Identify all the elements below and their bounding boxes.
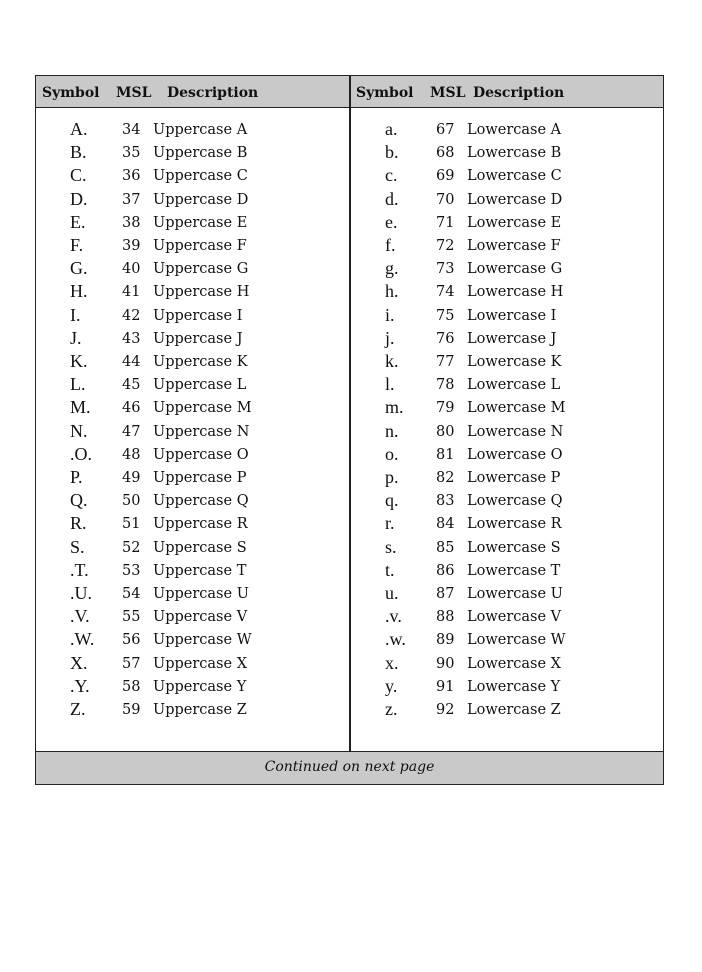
table-row — [351, 583, 664, 606]
table-row — [36, 142, 349, 165]
symbol-cell: .O. — [70, 443, 92, 464]
msl-cell: 43 — [122, 330, 141, 347]
symbol-cell: M. — [70, 397, 91, 418]
symbol-cell: g. — [385, 258, 399, 279]
msl-cell: 67 — [436, 122, 455, 138]
symbol-cell: C. — [70, 165, 87, 186]
table-row — [36, 513, 349, 536]
table-row — [36, 583, 349, 606]
msl-cell: 86 — [436, 562, 455, 579]
msl-cell: 80 — [436, 423, 455, 440]
symbol-cell: e. — [385, 211, 398, 232]
msl-cell: 71 — [436, 214, 455, 231]
table-row — [351, 629, 664, 652]
table-row — [351, 537, 664, 560]
msl-cell: 40 — [122, 261, 141, 278]
description-cell: Uppercase A — [153, 122, 248, 138]
msl-cell: 81 — [436, 446, 455, 463]
table-row — [36, 258, 349, 281]
description-cell: Lowercase X — [467, 655, 562, 672]
msl-cell: 75 — [436, 307, 455, 324]
header-msl-left: MSL — [116, 85, 152, 101]
description-cell: Lowercase C — [467, 168, 562, 185]
symbol-cell: .w. — [385, 629, 406, 650]
symbol-cell: s. — [385, 536, 397, 557]
msl-cell: 34 — [122, 122, 141, 138]
msl-cell: 44 — [122, 354, 141, 370]
header-symbol-right: Symbol — [356, 85, 414, 101]
msl-cell: 78 — [436, 377, 455, 394]
table-row — [351, 374, 664, 397]
description-cell: Uppercase S — [153, 539, 247, 556]
table-row — [36, 189, 349, 212]
symbol-cell: n. — [385, 420, 399, 441]
table-row — [351, 258, 664, 281]
table-row — [351, 513, 664, 536]
msl-cell: 74 — [436, 284, 455, 301]
description-cell: Lowercase T — [467, 562, 561, 579]
symbol-cell: r. — [385, 513, 395, 534]
description-cell: Lowercase D — [467, 191, 563, 208]
symbol-cell: q. — [385, 490, 399, 511]
msl-cell: 36 — [122, 168, 141, 185]
table-row — [351, 165, 664, 188]
description-cell: Lowercase B — [467, 145, 562, 162]
symbol-cell: .T. — [70, 559, 89, 580]
description-cell: Lowercase J — [467, 330, 557, 347]
symbol-cell: E. — [70, 211, 86, 232]
msl-cell: 41 — [122, 284, 141, 301]
description-cell: Lowercase W — [467, 632, 566, 649]
symbol-cell: f. — [385, 235, 396, 255]
msl-cell: 56 — [122, 632, 141, 649]
msl-cell: 57 — [122, 655, 141, 672]
msl-cell: 82 — [436, 470, 455, 486]
table-row — [351, 119, 664, 142]
table-row — [351, 305, 664, 328]
description-cell: Lowercase E — [467, 214, 562, 231]
description-cell: Uppercase Y — [153, 678, 247, 695]
symbol-cell: J. — [70, 327, 82, 348]
description-cell: Lowercase Q — [467, 493, 563, 510]
msl-cell: 37 — [122, 191, 141, 208]
table-row — [36, 212, 349, 235]
table-row — [351, 328, 664, 351]
symbol-cell: o. — [385, 443, 399, 464]
header-description-left: Description — [167, 85, 259, 101]
description-cell: Uppercase O — [153, 446, 249, 463]
msl-cell: 54 — [122, 586, 141, 602]
symbol-cell: R. — [70, 513, 87, 534]
msl-cell: 59 — [122, 702, 141, 718]
msl-cell: 49 — [122, 470, 141, 486]
symbol-cell: L. — [70, 374, 86, 395]
table-row — [351, 676, 664, 699]
description-cell: Uppercase T — [153, 562, 247, 579]
description-cell: Uppercase J — [153, 330, 243, 347]
table-row — [351, 142, 664, 165]
description-cell: Uppercase B — [153, 145, 248, 162]
msl-cell: 42 — [122, 307, 141, 324]
table-row — [351, 560, 664, 583]
description-cell: Uppercase W — [153, 632, 252, 649]
description-cell: Uppercase N — [153, 423, 250, 440]
description-cell: Lowercase Y — [467, 678, 561, 695]
msl-cell: 84 — [436, 516, 455, 533]
symbol-cell: i. — [385, 304, 395, 325]
msl-cell: 76 — [436, 330, 455, 347]
description-cell: Uppercase X — [153, 655, 248, 672]
description-cell: Lowercase R — [467, 516, 562, 533]
symbol-cell: S. — [70, 536, 85, 557]
msl-cell: 45 — [122, 377, 141, 394]
description-cell: Lowercase F — [467, 238, 561, 254]
description-cell: Lowercase L — [467, 377, 561, 394]
table-row — [36, 397, 349, 420]
table-row — [351, 699, 664, 722]
symbol-cell: Q. — [70, 490, 88, 511]
symbol-cell: p. — [385, 467, 399, 487]
symbol-cell: F. — [70, 235, 84, 255]
msl-cell: 88 — [436, 609, 455, 626]
msl-cell: 70 — [436, 191, 455, 208]
description-cell: Lowercase H — [467, 284, 564, 301]
description-cell: Uppercase Q — [153, 493, 249, 510]
table-row — [36, 119, 349, 142]
description-cell: Uppercase M — [153, 400, 252, 417]
table-row — [36, 374, 349, 397]
symbol-cell: l. — [385, 374, 395, 395]
msl-cell: 87 — [436, 586, 455, 602]
description-cell: Lowercase G — [467, 261, 563, 278]
msl-cell: 69 — [436, 168, 455, 185]
description-cell: Uppercase E — [153, 214, 248, 231]
msl-cell: 38 — [122, 214, 141, 231]
msl-cell: 50 — [122, 493, 141, 510]
symbol-cell: P. — [70, 467, 83, 487]
description-cell: Lowercase K — [467, 354, 562, 370]
table-row — [351, 653, 664, 676]
table-row — [351, 281, 664, 304]
description-cell: Lowercase M — [467, 400, 566, 417]
msl-cell: 72 — [436, 238, 455, 254]
msl-cell: 47 — [122, 423, 141, 440]
msl-cell: 52 — [122, 539, 141, 556]
table-row — [36, 281, 349, 304]
continued-note: Continued on next page — [264, 759, 435, 775]
table-row — [36, 537, 349, 560]
symbol-cell: B. — [70, 142, 87, 163]
symbol-cell: K. — [70, 351, 88, 371]
symbol-cell: N. — [70, 420, 88, 441]
symbol-cell: A. — [70, 119, 88, 139]
msl-cell: 39 — [122, 238, 141, 254]
msl-cell: 53 — [122, 562, 141, 579]
table-row — [36, 699, 349, 722]
table-row — [36, 606, 349, 629]
msl-cell: 85 — [436, 539, 455, 556]
table-row — [351, 490, 664, 513]
table-row — [36, 351, 349, 374]
description-cell: Lowercase N — [467, 423, 564, 440]
table-row — [36, 444, 349, 467]
description-cell: Uppercase Z — [153, 702, 247, 718]
table-row — [351, 235, 664, 258]
msl-cell: 48 — [122, 446, 141, 463]
symbol-cell: u. — [385, 583, 399, 603]
table-row — [36, 676, 349, 699]
symbol-cell: x. — [385, 652, 399, 673]
description-cell: Lowercase P — [467, 470, 561, 486]
symbol-cell: b. — [385, 142, 399, 163]
table-row — [36, 328, 349, 351]
table-row — [36, 629, 349, 652]
description-cell: Lowercase S — [467, 539, 561, 556]
table-row — [351, 421, 664, 444]
description-cell: Lowercase V — [467, 609, 562, 626]
symbol-cell: k. — [385, 351, 399, 371]
symbol-cell: y. — [385, 675, 398, 696]
msl-cell: 35 — [122, 145, 141, 162]
description-cell: Lowercase O — [467, 446, 563, 463]
table-row — [36, 490, 349, 513]
table-row — [351, 212, 664, 235]
table-row — [36, 421, 349, 444]
table-footer — [36, 751, 663, 784]
msl-cell: 51 — [122, 516, 141, 533]
symbol-cell: .U. — [70, 583, 92, 603]
description-cell: Uppercase F — [153, 238, 247, 254]
msl-cell: 91 — [436, 678, 455, 695]
msl-cell: 73 — [436, 261, 455, 278]
symbol-cell: t. — [385, 559, 395, 580]
msl-cell: 58 — [122, 678, 141, 695]
description-cell: Lowercase U — [467, 586, 563, 602]
table-row — [36, 653, 349, 676]
description-cell: Lowercase Z — [467, 702, 561, 718]
description-cell: Uppercase I — [153, 307, 243, 324]
symbol-cell: G. — [70, 258, 88, 279]
table-row — [351, 351, 664, 374]
symbol-cell: D. — [70, 188, 88, 209]
description-cell: Lowercase I — [467, 307, 557, 324]
msl-cell: 55 — [122, 609, 141, 626]
description-cell: Uppercase D — [153, 191, 249, 208]
msl-cell: 83 — [436, 493, 455, 510]
description-cell: Uppercase P — [153, 470, 247, 486]
description-cell: Uppercase V — [153, 609, 248, 626]
symbol-cell: I. — [70, 304, 81, 325]
symbol-cell: H. — [70, 281, 88, 302]
table-row — [351, 606, 664, 629]
table-row — [36, 305, 349, 328]
description-cell: Lowercase A — [467, 122, 562, 138]
msl-cell: 92 — [436, 702, 455, 718]
description-cell: Uppercase U — [153, 586, 249, 602]
header-symbol-left: Symbol — [42, 85, 100, 101]
msl-cell: 46 — [122, 400, 141, 417]
msl-table — [35, 75, 664, 785]
header-msl-right: MSL — [430, 85, 466, 101]
table-row — [36, 165, 349, 188]
symbol-cell: .Y. — [70, 675, 90, 696]
table-row — [351, 467, 664, 490]
symbol-cell: X. — [70, 652, 88, 673]
symbol-cell: .V. — [70, 606, 90, 627]
symbol-cell: d. — [385, 188, 399, 209]
symbol-cell: a. — [385, 119, 398, 139]
msl-cell: 90 — [436, 655, 455, 672]
table-row — [351, 189, 664, 212]
description-cell: Uppercase G — [153, 261, 249, 278]
msl-cell: 68 — [436, 145, 455, 162]
description-cell: Uppercase H — [153, 284, 250, 301]
msl-cell: 89 — [436, 632, 455, 649]
symbol-cell: .W. — [70, 629, 95, 650]
table-row — [36, 467, 349, 490]
symbol-cell: c. — [385, 165, 398, 186]
symbol-cell: j. — [385, 327, 395, 348]
msl-cell: 77 — [436, 354, 455, 370]
table-row — [36, 560, 349, 583]
header-description-right: Description — [473, 85, 565, 101]
symbol-cell: z. — [385, 699, 398, 719]
msl-cell: 79 — [436, 400, 455, 417]
symbol-cell: Z. — [70, 699, 86, 719]
table-row — [351, 397, 664, 420]
table-row — [36, 235, 349, 258]
symbol-cell: m. — [385, 397, 404, 418]
symbol-cell: .v. — [385, 606, 402, 627]
description-cell: Uppercase R — [153, 516, 248, 533]
table-row — [351, 444, 664, 467]
description-cell: Uppercase L — [153, 377, 247, 394]
description-cell: Uppercase C — [153, 168, 248, 185]
symbol-cell: h. — [385, 281, 399, 302]
description-cell: Uppercase K — [153, 354, 248, 370]
